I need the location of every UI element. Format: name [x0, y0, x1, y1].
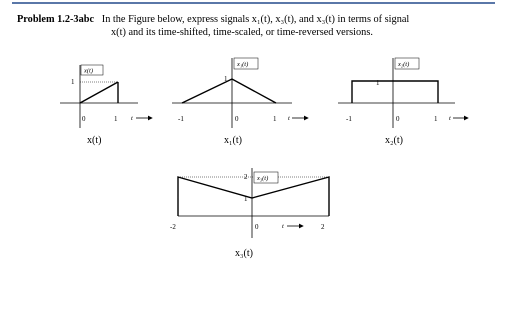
tick-0: 0: [82, 115, 86, 123]
plot-x: [60, 65, 152, 146]
caption: x₁(t): [224, 135, 242, 146]
signal-curve: [80, 82, 118, 103]
tick-2: 2: [321, 223, 325, 231]
t-label: t: [449, 115, 451, 122]
t-label: t: [288, 115, 290, 122]
tick-0: 0: [255, 223, 259, 231]
tick-0: 0: [235, 115, 239, 123]
tick-neg-1: -1: [346, 115, 352, 123]
statement-line-1: In the Figure below, express signals x₁(t), x₃(t), and x₃(t) in terms of signal: [101, 14, 410, 25]
tick-1: 1: [114, 115, 118, 123]
tick-0: 0: [396, 115, 400, 123]
caption: x(t): [87, 135, 102, 146]
tick-y-1: 1: [376, 79, 380, 87]
tick-1: 1: [273, 115, 277, 123]
t-label: t: [131, 115, 133, 122]
signal-curve: [352, 81, 438, 103]
plot-label: x₁(t): [237, 61, 249, 68]
signal-curve: [178, 177, 329, 216]
plot-x1: [172, 58, 308, 146]
tick-y-1: 1: [71, 78, 75, 86]
caption: x₃(t): [235, 248, 253, 259]
signal-curve: [182, 79, 276, 103]
caption: x₂(t): [385, 135, 403, 146]
tick-y-1: 1: [224, 75, 228, 83]
plot-x3: [170, 168, 329, 259]
tick-1: 1: [434, 115, 438, 123]
statement-line-2: x(t) and its time-shifted, time-scaled, or time-reversed versions.: [111, 27, 373, 38]
plot-x2: [338, 58, 468, 146]
plot-label: x₃(t): [257, 175, 269, 182]
tick-neg-2: -2: [170, 223, 176, 231]
plot-label: x₂(t): [398, 61, 410, 68]
tick-neg-1: -1: [178, 115, 184, 123]
tick-y-2: 2: [244, 173, 248, 181]
problem-number: Problem 1.2-3abc: [17, 14, 95, 25]
tick-y-1: 1: [244, 195, 248, 203]
plot-label: x(t): [84, 67, 94, 75]
t-label: t: [282, 223, 284, 230]
